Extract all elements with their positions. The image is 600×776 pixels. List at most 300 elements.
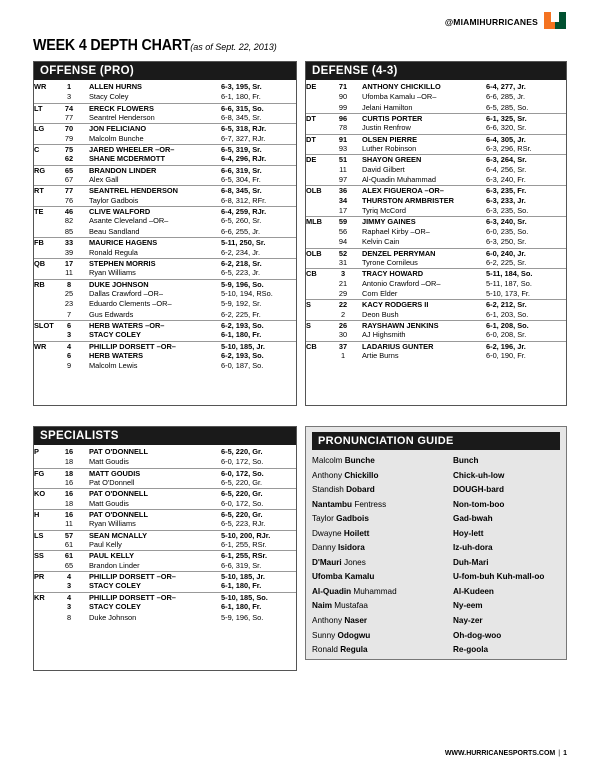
player-name: BRANDON LINDER (89, 165, 157, 175)
pron-player-name (312, 498, 386, 513)
jersey-number: 3 (66, 92, 72, 102)
pronunciation-row (306, 498, 566, 513)
player-name: Gus Edwards (89, 309, 134, 319)
player-name: Pat O'Donnell (89, 478, 135, 488)
pron-player-name (312, 469, 378, 484)
position-label: H (34, 510, 40, 520)
jersey-number: 65 (64, 165, 74, 175)
depth-row (306, 113, 566, 123)
player-name: RAYSHAWN JENKINS (362, 320, 439, 330)
depth-row (34, 134, 296, 144)
player-name: PHILLIP DORSETT –OR– (89, 341, 176, 351)
depth-row (306, 216, 566, 226)
player-info: 6-1, 180, Fr. (221, 581, 262, 591)
player-name: TRACY HOWARD (362, 269, 424, 279)
jersey-number: 16 (64, 478, 74, 488)
player-name: PAT O'DONNELL (89, 489, 148, 499)
depth-row (34, 571, 296, 581)
position-label: DE (306, 155, 317, 165)
depth-row (306, 227, 566, 237)
player-name: Ronald Regula (89, 247, 138, 257)
player-name: Duke Johnson (89, 612, 137, 622)
depth-row (306, 123, 566, 133)
depth-row (306, 248, 566, 258)
position-label: KR (34, 592, 45, 602)
pron-first-name: Dwayne (312, 528, 344, 538)
player-info: 6-1, 325, Sr. (486, 114, 527, 124)
jersey-number: 67 (64, 175, 74, 185)
pronunciation-row (306, 541, 566, 556)
pron-player-name (312, 483, 375, 498)
depth-row (34, 447, 296, 457)
jersey-number: 37 (338, 341, 348, 351)
player-name: ALLEN HURNS (89, 82, 142, 91)
depth-row (34, 216, 296, 226)
depth-row (306, 185, 566, 195)
player-info: 6-3, 235, So. (486, 206, 529, 216)
player-info: 5-9, 192, Sr. (221, 299, 262, 309)
player-info: 6-5, 223, RJr. (221, 519, 266, 529)
page-title: WEEK 4 DEPTH CHART (33, 37, 191, 54)
player-name: Al-Quadin Muhammad (362, 175, 436, 185)
player-name: Ufomba Kamalu –OR– (362, 92, 437, 102)
player-name: CLIVE WALFORD (89, 207, 151, 217)
jersey-number: 25 (64, 288, 74, 298)
jersey-number: 22 (338, 300, 348, 310)
jersey-number: 11 (65, 519, 73, 529)
depth-row (34, 123, 296, 133)
player-name: STEPHEN MORRIS (89, 258, 156, 268)
player-info: 6-1, 255, RSr. (221, 551, 268, 561)
player-info: 6-6, 319, Sr. (221, 560, 262, 570)
player-info: 6-3, 264, Sr. (486, 155, 527, 165)
jersey-number: 76 (64, 195, 74, 205)
player-info: 6-2, 193, So. (221, 320, 264, 330)
pron-player-name (312, 629, 370, 644)
jersey-number: 52 (338, 248, 348, 258)
position-label: WR (34, 82, 47, 91)
jersey-number: 26 (338, 320, 348, 330)
pron-last-name: Jones (343, 557, 366, 567)
pron-phonetic: Iz-uh-dora (453, 543, 493, 553)
depth-row (34, 550, 296, 560)
jersey-number: 94 (338, 237, 348, 247)
specialists-section (33, 426, 297, 671)
pron-player-name (312, 570, 374, 585)
position-label: LS (34, 530, 44, 540)
player-name: Matt Goudis (89, 457, 129, 467)
depth-row (34, 206, 296, 216)
jersey-number: 1 (340, 350, 346, 360)
jersey-number: 74 (64, 103, 74, 113)
pron-phonetic: U-fom-buh Kuh-mall-oo (453, 572, 545, 582)
jersey-number: 85 (64, 226, 74, 236)
player-info: 6-3, 250, Sr. (486, 237, 527, 247)
position-label: RG (34, 165, 46, 175)
depth-row (34, 248, 296, 258)
page-title-row (33, 37, 277, 55)
player-name: Corn Elder (362, 288, 398, 298)
depth-row (306, 144, 566, 154)
jersey-number: 1 (66, 82, 72, 91)
footer (445, 750, 567, 757)
jersey-number: 18 (64, 468, 74, 478)
pron-last-name: Isidora (337, 543, 365, 553)
jersey-number: 97 (338, 175, 348, 185)
jersey-number: 59 (338, 217, 348, 227)
player-info: 6-5, 304, Fr. (221, 175, 261, 185)
jersey-number: 8 (66, 279, 72, 289)
title-date: (as of Sept. 22, 2013) (190, 42, 277, 52)
player-name: Malcolm Lewis (89, 361, 138, 371)
pron-first-name: Naim (312, 601, 335, 611)
player-name: STACY COLEY (89, 602, 141, 612)
player-info: 6-0, 235, So. (486, 226, 529, 236)
position-label: QB (34, 258, 46, 268)
player-info: 5-10, 185, Jr. (221, 572, 265, 582)
player-info: 6-2, 218, Sr. (221, 258, 262, 268)
position-label: WR (34, 341, 47, 351)
pron-last-name: Regula (340, 645, 368, 655)
pronunciation-row (306, 599, 566, 614)
pronunciation-row (306, 527, 566, 542)
jersey-number: 30 (338, 330, 348, 340)
player-info: 6-2, 225, Sr. (486, 257, 527, 267)
player-name: Jelani Hamilton (362, 102, 413, 112)
specialists-header: SPECIALISTS (34, 427, 296, 445)
player-name: PAT O'DONNELL (89, 510, 148, 520)
pron-first-name: Ronald (312, 645, 341, 655)
player-name: CURTIS PORTER (362, 114, 423, 124)
jersey-number: 4 (66, 341, 72, 351)
pron-first-name: Sunny (312, 630, 338, 640)
pron-last-name: Odogwu (337, 630, 371, 640)
depth-row (306, 196, 566, 206)
depth-row (34, 478, 296, 488)
position-label: KO (34, 489, 46, 499)
jersey-number: 62 (64, 154, 74, 164)
jersey-number: 33 (64, 238, 74, 248)
player-info: 5-10, 194, RSo. (221, 288, 273, 298)
player-name: Antonio Crawford –OR– (362, 278, 441, 288)
position-label: TE (34, 207, 44, 217)
player-name: Ryan Williams (89, 268, 136, 278)
player-name: Matt Goudis (89, 498, 129, 508)
position-label: DT (306, 114, 316, 124)
player-name: PAUL KELLY (89, 551, 135, 561)
position-label: OLB (306, 248, 322, 258)
player-name: SEAN MCNALLY (89, 530, 148, 540)
position-label: LG (34, 124, 45, 134)
pron-first-name: Nantambu (312, 499, 355, 509)
position-label: FB (34, 238, 44, 248)
pron-phonetic: Hoy-lett (453, 528, 484, 538)
player-info: 6-2, 193, So. (221, 350, 264, 360)
pron-player-name (312, 585, 397, 600)
depth-row (34, 144, 296, 154)
jersey-number: 21 (338, 278, 348, 288)
pron-last-name: Mustafaa (334, 601, 368, 611)
jersey-number: 6 (66, 320, 72, 330)
jersey-number: 16 (64, 510, 74, 520)
depth-row (306, 320, 566, 330)
jersey-number: 3 (66, 602, 72, 612)
player-info: 6-3, 240, Fr. (486, 175, 526, 185)
player-name: David Gilbert (362, 164, 405, 174)
position-label: SLOT (34, 320, 54, 330)
jersey-number: 61 (64, 540, 74, 550)
pronunciation-row (306, 454, 566, 469)
depth-row (306, 165, 566, 175)
player-info: 5-9, 196, So. (221, 279, 264, 289)
jersey-number: 77 (64, 186, 74, 196)
player-name: ANTHONY CHICKILLO (362, 82, 441, 91)
depth-row (34, 82, 296, 92)
pron-player-name (312, 527, 369, 542)
player-name: MATT GOUDIS (89, 468, 141, 478)
player-info: 6-3, 240, Sr. (486, 217, 527, 227)
player-info: 6-3, 233, Jr. (486, 195, 526, 205)
offense-rows (34, 80, 296, 372)
position-label: C (34, 145, 40, 155)
jersey-number: 71 (338, 82, 348, 91)
player-name: Brandon Linder (89, 560, 140, 570)
jersey-number: 46 (64, 207, 74, 217)
depth-row (34, 92, 296, 102)
defense-header: DEFENSE (4-3) (306, 62, 566, 80)
player-name: JON FELICIANO (89, 124, 147, 134)
position-label: P (34, 447, 39, 456)
player-name: Dallas Crawford –OR– (89, 288, 163, 298)
depth-row (34, 237, 296, 247)
pron-last-name: Naser (344, 616, 368, 626)
jersey-number: 4 (66, 572, 72, 582)
player-info: 5-10, 185, So. (221, 592, 268, 602)
depth-row (34, 103, 296, 113)
pron-player-name (312, 556, 366, 571)
player-name: SHANE MCDERMOTT (89, 154, 165, 164)
depth-row (34, 581, 296, 591)
player-info: 6-0, 172, So. (221, 498, 264, 508)
player-info: 6-0, 190, Fr. (486, 350, 526, 360)
pron-last-name: Muhammad (353, 586, 397, 596)
depth-row (306, 289, 566, 299)
depth-row (34, 185, 296, 195)
player-info: 6-5, 318, RJr. (221, 124, 267, 134)
defense-section (305, 61, 567, 406)
depth-row (34, 519, 296, 529)
jersey-number: 18 (64, 498, 74, 508)
position-label: DT (306, 134, 316, 144)
pron-last-name: Bunche (344, 456, 375, 465)
player-name: HERB WATERS (89, 350, 144, 360)
jersey-number: 3 (66, 330, 72, 340)
player-name: MAURICE HAGENS (89, 238, 158, 248)
player-name: Alex Gall (89, 175, 119, 185)
pron-player-name (312, 512, 369, 527)
pron-first-name: Anthony (312, 616, 345, 626)
depth-row (34, 540, 296, 550)
jersey-number: 78 (338, 123, 348, 133)
depth-row (306, 299, 566, 309)
position-label: PR (34, 572, 45, 582)
depth-row (306, 279, 566, 289)
player-info: 6-0, 240, Jr. (486, 248, 526, 258)
player-info: 6-5, 319, Sr. (221, 145, 262, 155)
jersey-number: 17 (64, 258, 74, 268)
player-name: Beau Sandland (89, 226, 140, 236)
jersey-number: 16 (64, 489, 74, 499)
depth-row (34, 592, 296, 602)
depth-row (306, 351, 566, 361)
player-info: 6-8, 345, Sr. (221, 186, 262, 196)
pronunciation-header: PRONUNCIATION GUIDE (312, 432, 560, 450)
player-name: AJ Highsmith (362, 330, 406, 340)
depth-row (306, 82, 566, 92)
jersey-number: 3 (66, 581, 72, 591)
depth-row (34, 602, 296, 612)
pron-first-name: Taylor (312, 514, 337, 524)
pron-first-name: Al-Quadin (312, 586, 354, 596)
player-name: Eduardo Clements –OR– (89, 299, 172, 309)
player-name: ERECK FLOWERS (89, 103, 154, 113)
pron-last-name: Hoilett (343, 528, 370, 538)
player-name: Stacy Coley (89, 92, 129, 102)
depth-row (306, 310, 566, 320)
depth-row (34, 613, 296, 623)
player-name: Paul Kelly (89, 540, 122, 550)
player-info: 6-5, 220, Gr. (221, 489, 263, 499)
position-label: MLB (306, 217, 323, 227)
jersey-number: 18 (64, 457, 74, 467)
footer-site: WWW.HURRICANESPORTS.COM (444, 750, 556, 757)
pron-first-name: Standish (312, 485, 347, 495)
jersey-number: 17 (338, 206, 348, 216)
depth-row (34, 113, 296, 123)
player-info: 5-9, 196, So. (221, 612, 264, 622)
jersey-number: 99 (338, 102, 348, 112)
depth-row (306, 258, 566, 268)
jersey-number: 8 (66, 612, 72, 622)
player-info: 6-4, 305, Jr. (486, 134, 526, 144)
player-name: Tyrone Cornileus (362, 257, 418, 267)
jersey-number: 56 (338, 226, 348, 236)
pronunciation-row (306, 585, 566, 600)
jersey-number: 91 (338, 134, 348, 144)
jersey-number: 77 (64, 113, 74, 123)
player-info: 6-3, 296, RSr. (486, 144, 532, 154)
depth-row (306, 206, 566, 216)
player-info: 6-0, 208, Sr. (486, 330, 527, 340)
player-info: 6-1, 180, Fr. (221, 92, 261, 102)
jersey-number: 90 (338, 92, 348, 102)
player-name: Deon Bush (362, 309, 399, 319)
player-info: 6-2, 212, Sr. (486, 300, 527, 310)
depth-row (34, 154, 296, 164)
pronunciation-row (306, 643, 566, 658)
depth-row (306, 92, 566, 102)
position-label: S (306, 300, 311, 310)
player-info: 6-0, 172, So. (221, 468, 264, 478)
defense-rows (306, 80, 566, 361)
specialists-rows (34, 445, 296, 623)
jersey-number: 11 (339, 164, 347, 174)
jersey-number: 96 (338, 114, 348, 124)
jersey-number: 70 (64, 124, 74, 134)
depth-row (34, 227, 296, 237)
position-label: LT (34, 103, 43, 113)
jersey-number: 51 (338, 155, 348, 165)
pron-first-name: Danny (312, 543, 338, 553)
position-label: RT (34, 186, 44, 196)
player-info: 6-6, 319, Sr. (221, 165, 262, 175)
player-info: 5-11, 250, Sr. (221, 238, 266, 248)
position-label: S (306, 320, 311, 330)
player-name: PHILLIP DORSETT –OR– (89, 572, 176, 582)
jersey-number: 3 (340, 269, 346, 279)
pron-phonetic: Re-goola (453, 645, 489, 655)
player-name: Luther Robinson (362, 144, 417, 154)
pron-phonetic: Duh-Mari (453, 557, 489, 567)
depth-row (306, 175, 566, 185)
pronunciation-row (306, 629, 566, 644)
u-logo-icon (544, 12, 566, 30)
player-info: 6-5, 223, Jr. (221, 268, 261, 278)
player-name: JIMMY GAINES (362, 217, 416, 227)
pron-last-name: Gadbois (336, 514, 369, 524)
position-label: CB (306, 269, 317, 279)
depth-row (34, 310, 296, 320)
player-info: 5-11, 187, So. (486, 278, 532, 288)
player-info: 6-1, 208, So. (486, 320, 529, 330)
player-info: 6-5, 220, Gr. (221, 447, 263, 456)
player-name: DUKE JOHNSON (89, 279, 149, 289)
player-name: PHILLIP DORSETT –OR– (89, 592, 176, 602)
depth-row (306, 341, 566, 351)
player-info: 5-10, 173, Fr. (486, 288, 530, 298)
depth-row (306, 237, 566, 247)
player-info: 6-8, 312, RFr. (221, 195, 267, 205)
pronunciation-row (306, 556, 566, 571)
player-info: 6-5, 285, So. (486, 102, 529, 112)
position-label: CB (306, 341, 317, 351)
player-name: SEANTREL HENDERSON (89, 186, 178, 196)
player-info: 6-7, 327, RJr. (221, 133, 266, 143)
position-label: RB (34, 279, 45, 289)
depth-row (34, 299, 296, 309)
jersey-number: 82 (64, 216, 74, 226)
player-name: DENZEL PERRYMAN (362, 248, 436, 258)
depth-row (34, 488, 296, 498)
pronunciation-row (306, 483, 566, 498)
pron-first-name: Ufomba (312, 572, 345, 582)
jersey-number: 36 (338, 186, 348, 196)
depth-row (34, 320, 296, 330)
depth-row (34, 341, 296, 351)
player-info: 5-10, 185, Jr. (221, 341, 265, 351)
jersey-number: 2 (340, 309, 346, 319)
player-info: 6-6, 285, Jr. (486, 92, 526, 102)
player-info: 6-4, 259, RJr. (221, 207, 267, 217)
depth-row (34, 279, 296, 289)
player-info: 6-5, 260, Sr. (221, 216, 262, 226)
depth-row (34, 268, 296, 278)
pron-player-name (312, 643, 368, 658)
depth-row (34, 561, 296, 571)
pron-first-name: Malcolm (312, 456, 345, 465)
depth-row (34, 289, 296, 299)
pron-last-name: Dobard (346, 485, 375, 495)
